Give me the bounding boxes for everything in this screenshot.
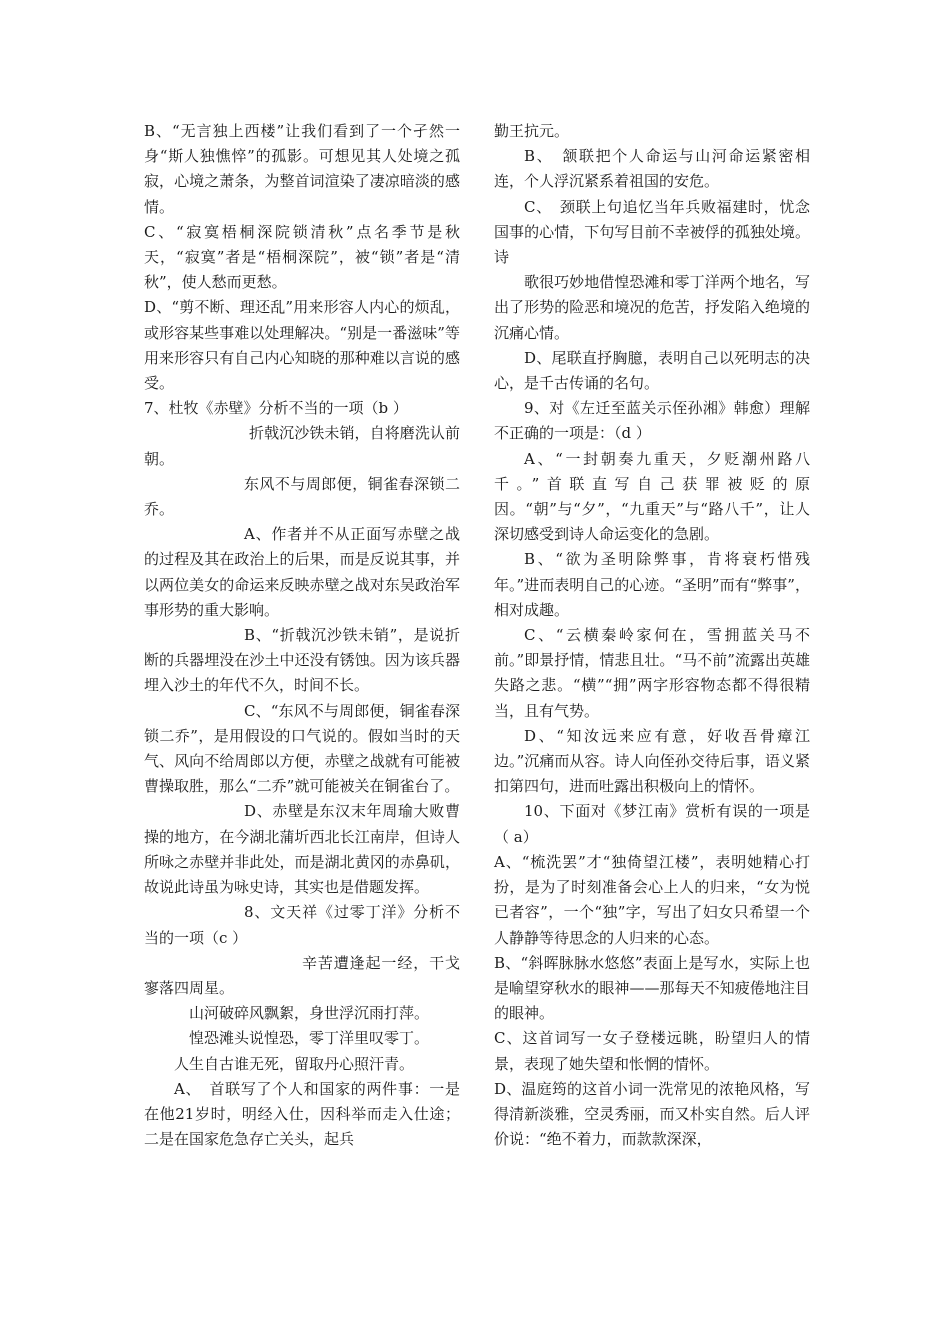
option-paragraph: B、“折戟沉沙铁未销”，是说折断的兵器埋没在沙土中还没有锈蚀。因为该兵器埋入沙土的年代不久，时间不长。 bbox=[144, 626, 460, 695]
poem-line: 人生自古谁无死，留取丹心照汗青。 bbox=[174, 1054, 415, 1073]
left-column bbox=[144, 119, 460, 1152]
paragraph: D、“剪不断、理还乱”用来形容人内心的烦乱，或形容某些事难以处理解决。“别是一番滋味”等用来形容只有自己内心知晓的那种难以言说的感受。 bbox=[144, 298, 460, 393]
paragraph: 歌很巧妙地借惶恐滩和零丁洋两个地名，写出了形势的险恶和境况的危苦，抒发陷入绝境的沉痛心情。 bbox=[494, 273, 810, 342]
option-paragraph: A、作者并不从正面写赤壁之战的过程及其在政治上的后果，而是反说其事，并以两位美女的命运来反映赤壁之战对东吴政治军事形势的重大影响。 bbox=[144, 525, 460, 619]
poem-line: 辛苦遭逢起一经，干戈寥落四周星。 bbox=[144, 953, 460, 997]
paragraph: C、“寂寞梧桐深院锁清秋”点名季节是秋天，“寂寞”者是“梧桐深院”，被“锁”者是“清秋”，使人愁而更愁。 bbox=[144, 222, 460, 292]
option-paragraph: A、“一封朝奏九重天，夕贬潮州路八千。”首联直写自己获罪被贬的原因。“朝”与“夕”，“九重天”与“路八千”，让人深切感受到诗人命运变化的急剧。 bbox=[494, 449, 810, 544]
poem-line: 山河破碎风飘絮，身世浮沉雨打萍。 bbox=[189, 1004, 430, 1023]
question-heading: 7、杜牧《赤壁》分析不当的一项（b ） bbox=[144, 399, 408, 418]
question-heading: 8、文天祥《过零丁洋》分析不当的一项（c ） bbox=[144, 903, 460, 947]
option-paragraph: C、 颈联上句追忆当年兵败福建时，忧念国事的心情，下句写目前不幸被俘的孤独处境。诗 bbox=[494, 197, 810, 267]
option-paragraph: A、“梳洗罢”才“独倚望江楼”，表明她精心打扮，是为了时刻准备会心上人的归来，“女为悦已者容”，一个“独”字，写出了妇女只希望一个人静静等待思念的人归来的心态。 bbox=[494, 852, 810, 947]
poem-line: 东风不与周郎便，铜雀春深锁二乔。 bbox=[144, 474, 460, 519]
question-heading: 9、对《左迁至蓝关示侄孙湘》韩愈）理解不正确的一项是：（d ） bbox=[494, 399, 810, 443]
paragraph: B、“无言独上西楼”让我们看到了一个孑然一身“斯人独憔悴”的孤影。可想见其人处境之孤寂，心境之萧条，为整首词渲染了凄凉暗淡的感情。 bbox=[144, 122, 460, 216]
paragraph: 勤王抗元。 bbox=[494, 122, 570, 140]
option-paragraph: B、“斜晖脉脉水悠悠”表面上是写水，实际上也是喻望穿秋水的眼神——那每天不知疲倦地注目的眼神。 bbox=[494, 953, 810, 1023]
option-paragraph: C、“东风不与周郎便，铜雀春深锁二乔”，是用假设的口气说的。假如当时的天气、风向不给周郎以方便，赤壁之战就有可能被曹操取胜，那么“二乔”就可能被关在铜雀台了。 bbox=[144, 701, 460, 796]
poem-line: 折戟沉沙铁未销，自将磨洗认前朝。 bbox=[144, 424, 460, 468]
option-paragraph: A、 首联写了个人和国家的两件事：一是在他21岁时，明经入仕，因科举而走入仕途；二是在国家危急存亡关头，起兵 bbox=[144, 1079, 460, 1149]
poem-line: 惶恐滩头说惶恐，零丁洋里叹零丁。 bbox=[189, 1029, 430, 1048]
option-paragraph: B、 颔联把个人命运与山河命运紧密相连，个人浮沉紧系着祖国的安危。 bbox=[494, 147, 810, 191]
question-heading: 10、下面对《梦江南》赏析有误的一项是（ a） bbox=[494, 802, 810, 846]
option-paragraph: D、尾联直抒胸臆，表明自己以死明志的决心，是千古传诵的名句。 bbox=[494, 348, 810, 393]
option-paragraph: D、温庭筠的这首小词一洗常见的浓艳风格，写得清新淡雅，空灵秀丽，而又朴实自然。后人评价说：“绝不着力，而款款深深， bbox=[494, 1079, 810, 1149]
option-paragraph: C、这首词写一女子登楼远眺，盼望归人的情景，表现了她失望和怅惘的情怀。 bbox=[494, 1029, 810, 1073]
option-paragraph: D、赤壁是东汉末年周瑜大败曹操的地方，在今湖北蒲圻西北长江南岸，但诗人所咏之赤壁并非此处，而是湖北黄冈的赤鼻矶，故说此诗虽为咏史诗，其实也是借题发挥。 bbox=[144, 802, 460, 897]
option-paragraph: B、“欲为圣明除弊事，肯将衰朽惜残年。”进而表明自己的心迹。“圣明”而有“弊事”，相对成趣。 bbox=[494, 550, 810, 619]
right-column bbox=[494, 119, 810, 1152]
option-paragraph: C、“云横秦岭家何在，雪拥蓝关马不前。”即景抒情，情悲且壮。“马不前”流露出英雄失路之悲。“横”“拥”两字形容物态都不得很精当，且有气势。 bbox=[494, 626, 810, 720]
option-paragraph: D、“知汝远来应有意，好收吾骨瘴江边。”沉痛而从容。诗人向侄孙交待后事，语义紧扣第四句，进而吐露出积极向上的情怀。 bbox=[494, 726, 810, 796]
